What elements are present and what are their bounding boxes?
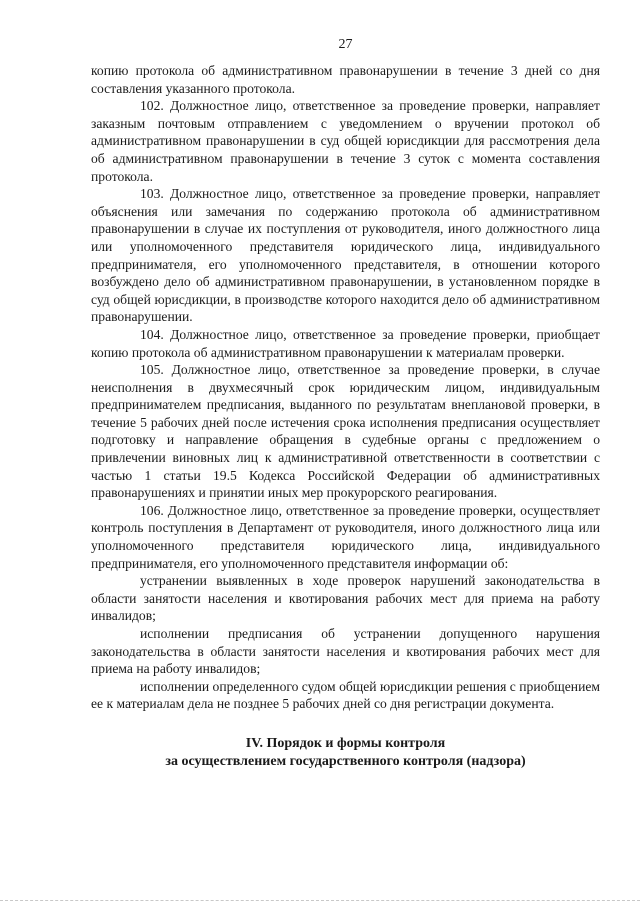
- section-heading-line-1: IV. Порядок и формы контроля: [245, 735, 446, 751]
- list-item-order-executed: исполнении предписания об устранении допущенного нарушения законодательства в области занятости населения и квотирования рабочих мест для приема на работу инвалидов;: [91, 626, 600, 677]
- list-item-court-decision-executed: исполнении определенного судом общей юрисдикции решения с приобщением ее к материалам дела не позднее 5 рабочих дней со дня регистрации документа.: [91, 678, 600, 712]
- paragraph-105: 105. Должностное лицо, ответственное за проведение проверки, в случае неисполнения в двухмесячный срок юридическим лицом, индивидуальным предпринимателем предписания, выданного по результатам внеплановой проверки, в течение 5 рабочих дней после истечения срока исполнения предписания осуществляет подготовку и направление обращения в судебные органы с предложением о привлечении виновных лиц к административной ответственности в соответствии с частью 1 статьи 19.5 Кодекса Российской Федерации об административных правонарушениях и принятии иных мер прокурорского реагирования.: [91, 362, 600, 501]
- section-heading-line-2: за осуществлением государственного контроля (надзора): [165, 753, 526, 769]
- page-number: 27: [338, 37, 353, 52]
- paragraph-106: 106. Должностное лицо, ответственное за проведение проверки, осуществляет контроль поступления в Департамент от руководителя, иного должностного лица или уполномоченного представителя юридического лица, индивидуального предпринимателя, его уполномоченного представителя информации об:: [91, 502, 600, 571]
- paragraph-101-continuation: копию протокола об административном правонарушении в течение 3 дней со дня составления указанного протокола.: [91, 63, 600, 96]
- paragraph-102: 102. Должностное лицо, ответственное за проведение проверки, направляет заказным почтовым отправлением с уведомлением о вручении протокол об административном правонарушении в суд общей юрисдикции для рассмотрения дела об административном правонарушении в течение 3 суток с момента составления протокола.: [91, 98, 600, 184]
- paragraph-104: 104. Должностное лицо, ответственное за проведение проверки, приобщает копию протокола об административном правонарушении к материалам проверки.: [91, 326, 600, 360]
- paragraph-103: 103. Должностное лицо, ответственное за проведение проверки, направляет объяснения или замечания по содержанию протокола об административном правонарушении в случае их поступления от руководителя, иного должностного лица или уполномоченного представителя юридического лица, индивидуального предпринимателя, его уполномоченного представителя, в отношении которого возбуждено дело об административном правонарушении, в установленном порядке в суд общей юрисдикции, в производстве которого находится дело об административном правонарушении.: [91, 186, 600, 325]
- list-item-violations-eliminated: устранении выявленных в ходе проверок нарушений законодательства в области занятости населения и квотирования рабочих мест для приема на работу инвалидов;: [91, 573, 600, 624]
- scan-edge-line: [0, 900, 640, 901]
- section-heading: [91, 735, 600, 771]
